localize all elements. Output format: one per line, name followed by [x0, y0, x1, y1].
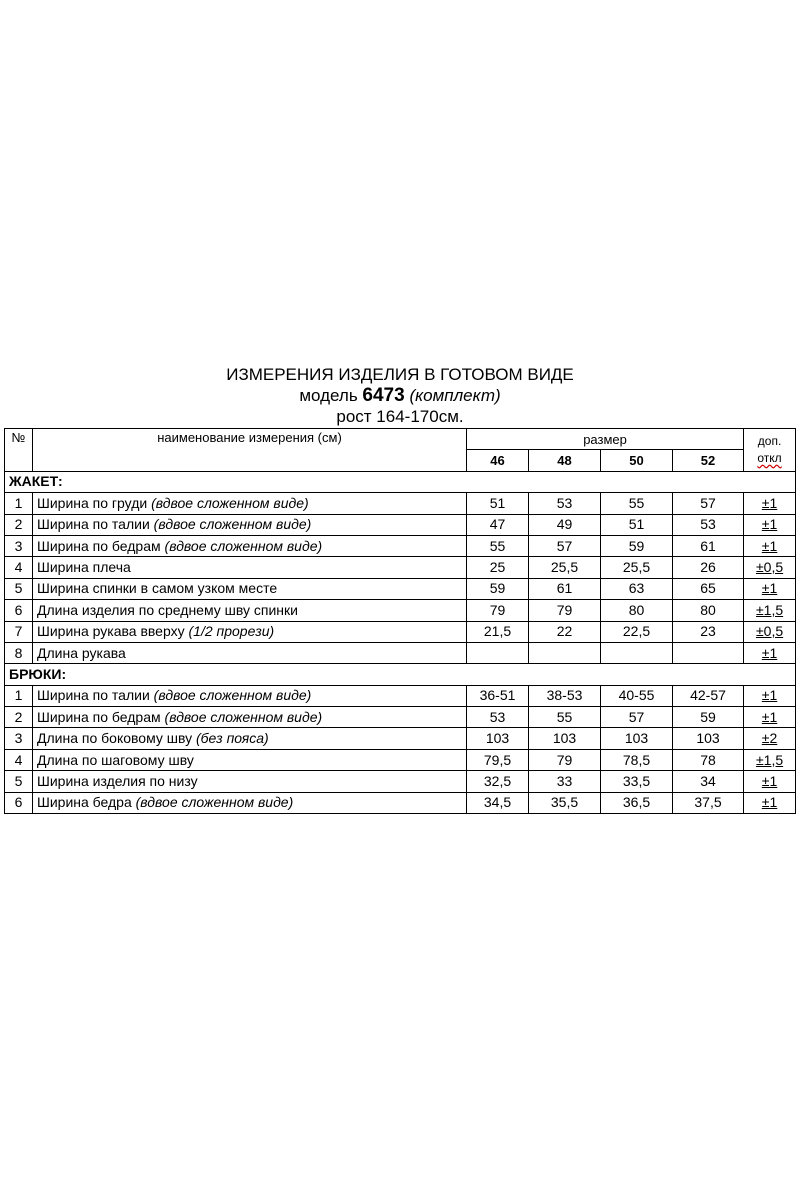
measurement-name: Длина изделия по среднему шву спинки — [37, 601, 298, 618]
row-number: 5 — [5, 771, 33, 792]
row-number: 5 — [5, 578, 33, 599]
size-value — [673, 642, 744, 663]
document-header — [0, 364, 800, 427]
table-row — [5, 749, 796, 770]
measurement-name-cell — [33, 621, 467, 642]
row-number: 2 — [5, 514, 33, 535]
size-value: 36,5 — [601, 792, 673, 813]
size-value: 53 — [673, 514, 744, 535]
tolerance-value: ±1 — [744, 707, 796, 728]
measurement-name: Длина по боковому шву — [37, 730, 193, 747]
size-value: 57 — [529, 535, 601, 556]
section-label: БРЮКИ: — [5, 664, 796, 685]
tolerance-value: ±2 — [744, 728, 796, 749]
measurement-name-cell — [33, 557, 467, 578]
table-row — [5, 792, 796, 813]
size-value: 57 — [673, 493, 744, 514]
row-number: 1 — [5, 685, 33, 706]
model-prefix: модель — [299, 386, 358, 405]
table-row — [5, 557, 796, 578]
size-value: 53 — [467, 707, 529, 728]
size-value: 47 — [467, 514, 529, 535]
measurement-note: (вдвое сложенном виде) — [135, 794, 294, 811]
measurement-name: Ширина рукава вверху — [37, 623, 185, 640]
tolerance-value: ±1 — [744, 771, 796, 792]
measurement-name-cell — [33, 642, 467, 663]
measurement-note: (вдвое сложенном виде) — [153, 687, 312, 704]
size-value: 40-55 — [601, 685, 673, 706]
size-value: 61 — [529, 578, 601, 599]
size-value: 103 — [467, 728, 529, 749]
size-value: 33,5 — [601, 771, 673, 792]
measurement-note: (вдвое сложенном виде) — [153, 516, 312, 533]
row-number: 1 — [5, 493, 33, 514]
size-value: 59 — [673, 707, 744, 728]
size-value: 37,5 — [673, 792, 744, 813]
header-row-1 — [5, 429, 796, 450]
size-value: 63 — [601, 578, 673, 599]
size-value: 61 — [673, 535, 744, 556]
tolerance-value: ±1 — [744, 493, 796, 514]
tolerance-value: ±1 — [744, 792, 796, 813]
size-value: 51 — [467, 493, 529, 514]
size-value: 103 — [529, 728, 601, 749]
size-value: 33 — [529, 771, 601, 792]
measurements-table — [4, 428, 796, 814]
size-value: 103 — [673, 728, 744, 749]
row-number: 8 — [5, 642, 33, 663]
size-value — [601, 642, 673, 663]
measurement-name: Ширина изделия по низу — [37, 772, 198, 789]
tolerance-value: ±0,5 — [744, 557, 796, 578]
tolerance-value: ±1,5 — [744, 749, 796, 770]
size-value: 22 — [529, 621, 601, 642]
table-row — [5, 514, 796, 535]
size-value: 26 — [673, 557, 744, 578]
row-number: 4 — [5, 557, 33, 578]
measurement-note: (вдвое сложенном виде) — [164, 537, 323, 554]
table-row — [5, 685, 796, 706]
row-number: 3 — [5, 728, 33, 749]
size-value: 49 — [529, 514, 601, 535]
size-value: 53 — [529, 493, 601, 514]
row-number: 4 — [5, 749, 33, 770]
section-row — [5, 664, 796, 685]
measurement-note: (1/2 прорези) — [188, 623, 275, 640]
measurement-name-cell — [33, 578, 467, 599]
measurement-name-cell — [33, 771, 467, 792]
size-value: 59 — [601, 535, 673, 556]
measurement-name: Ширина по бедрам — [37, 708, 161, 725]
table-row — [5, 493, 796, 514]
table-row — [5, 707, 796, 728]
tolerance-value: ±1 — [744, 578, 796, 599]
measurement-name-cell — [33, 514, 467, 535]
measurement-name-cell — [33, 600, 467, 621]
size-header: 46 — [467, 450, 529, 471]
tolerance-value: ±1 — [744, 642, 796, 663]
measurement-name-cell — [33, 707, 467, 728]
table-row — [5, 771, 796, 792]
row-number: 2 — [5, 707, 33, 728]
col-size-header: размер — [467, 429, 744, 450]
size-value: 79 — [467, 600, 529, 621]
measurement-name: Ширина спинки в самом узком месте — [37, 580, 278, 597]
table-row — [5, 535, 796, 556]
size-value: 32,5 — [467, 771, 529, 792]
measurement-name-cell — [33, 535, 467, 556]
size-value: 38-53 — [529, 685, 601, 706]
size-value: 22,5 — [601, 621, 673, 642]
row-number: 6 — [5, 600, 33, 621]
size-value — [529, 642, 601, 663]
size-header: 52 — [673, 450, 744, 471]
table-row — [5, 642, 796, 663]
measurement-name-cell — [33, 749, 467, 770]
measurement-name: Ширина плеча — [37, 559, 131, 576]
size-value: 36-51 — [467, 685, 529, 706]
measurement-name-cell — [33, 792, 467, 813]
table-body — [5, 429, 796, 814]
size-value — [467, 642, 529, 663]
table-row — [5, 578, 796, 599]
tolerance-value: ±1 — [744, 535, 796, 556]
tolerance-header-line1: доп. — [757, 433, 782, 448]
measurement-name-cell — [33, 493, 467, 514]
size-value: 79 — [529, 749, 601, 770]
size-value: 55 — [529, 707, 601, 728]
size-value: 65 — [673, 578, 744, 599]
row-number: 3 — [5, 535, 33, 556]
measurement-name-cell — [33, 685, 467, 706]
measurement-name: Ширина по груди — [37, 494, 148, 511]
size-value: 55 — [467, 535, 529, 556]
document-title: ИЗМЕРЕНИЯ ИЗДЕЛИЯ В ГОТОВОМ ВИДЕ — [226, 365, 574, 384]
model-line — [0, 385, 800, 406]
size-value: 79,5 — [467, 749, 529, 770]
table-row — [5, 600, 796, 621]
size-value: 78 — [673, 749, 744, 770]
size-value: 59 — [467, 578, 529, 599]
tolerance-value: ±1 — [744, 685, 796, 706]
size-value: 23 — [673, 621, 744, 642]
measurement-note: (без пояса) — [196, 730, 269, 747]
col-name-header: наименование измерения (см) — [33, 429, 467, 472]
size-header: 50 — [601, 450, 673, 471]
size-value: 57 — [601, 707, 673, 728]
size-value: 80 — [673, 600, 744, 621]
size-value: 78,5 — [601, 749, 673, 770]
measurement-name: Ширина по талии — [37, 687, 150, 704]
tolerance-value: ±1,5 — [744, 600, 796, 621]
size-value: 35,5 — [529, 792, 601, 813]
measurement-name: Ширина по бедрам — [37, 537, 161, 554]
measurement-note: (вдвое сложенном виде) — [164, 708, 323, 725]
size-value: 34,5 — [467, 792, 529, 813]
measurement-name: Ширина по талии — [37, 516, 150, 533]
section-label: ЖАКЕТ: — [5, 471, 796, 492]
size-value: 51 — [601, 514, 673, 535]
col-no-header: № — [5, 429, 33, 472]
tolerance-value: ±1 — [744, 514, 796, 535]
table-row — [5, 728, 796, 749]
size-value: 79 — [529, 600, 601, 621]
measurement-name: Длина по шаговому шву — [37, 751, 194, 768]
measurement-name: Длина рукава — [37, 644, 126, 661]
measurement-name: Ширина бедра — [37, 794, 132, 811]
measurement-note: (вдвое сложенном виде) — [151, 494, 309, 511]
table-row — [5, 621, 796, 642]
model-number: 6473 — [362, 385, 405, 406]
size-value: 55 — [601, 493, 673, 514]
col-tolerance-header — [744, 429, 796, 472]
size-value: 25,5 — [601, 557, 673, 578]
size-value: 42-57 — [673, 685, 744, 706]
height-range: рост 164-170см. — [336, 407, 464, 426]
size-header: 48 — [529, 450, 601, 471]
section-row — [5, 471, 796, 492]
row-number: 6 — [5, 792, 33, 813]
size-value: 21,5 — [467, 621, 529, 642]
size-value: 80 — [601, 600, 673, 621]
size-value: 25 — [467, 557, 529, 578]
measurement-name-cell — [33, 728, 467, 749]
size-value: 25,5 — [529, 557, 601, 578]
size-value: 34 — [673, 771, 744, 792]
row-number: 7 — [5, 621, 33, 642]
tolerance-value: ±0,5 — [744, 621, 796, 642]
tolerance-header-line2: откл — [757, 450, 782, 465]
size-value: 103 — [601, 728, 673, 749]
model-note: (комплект) — [409, 386, 501, 405]
